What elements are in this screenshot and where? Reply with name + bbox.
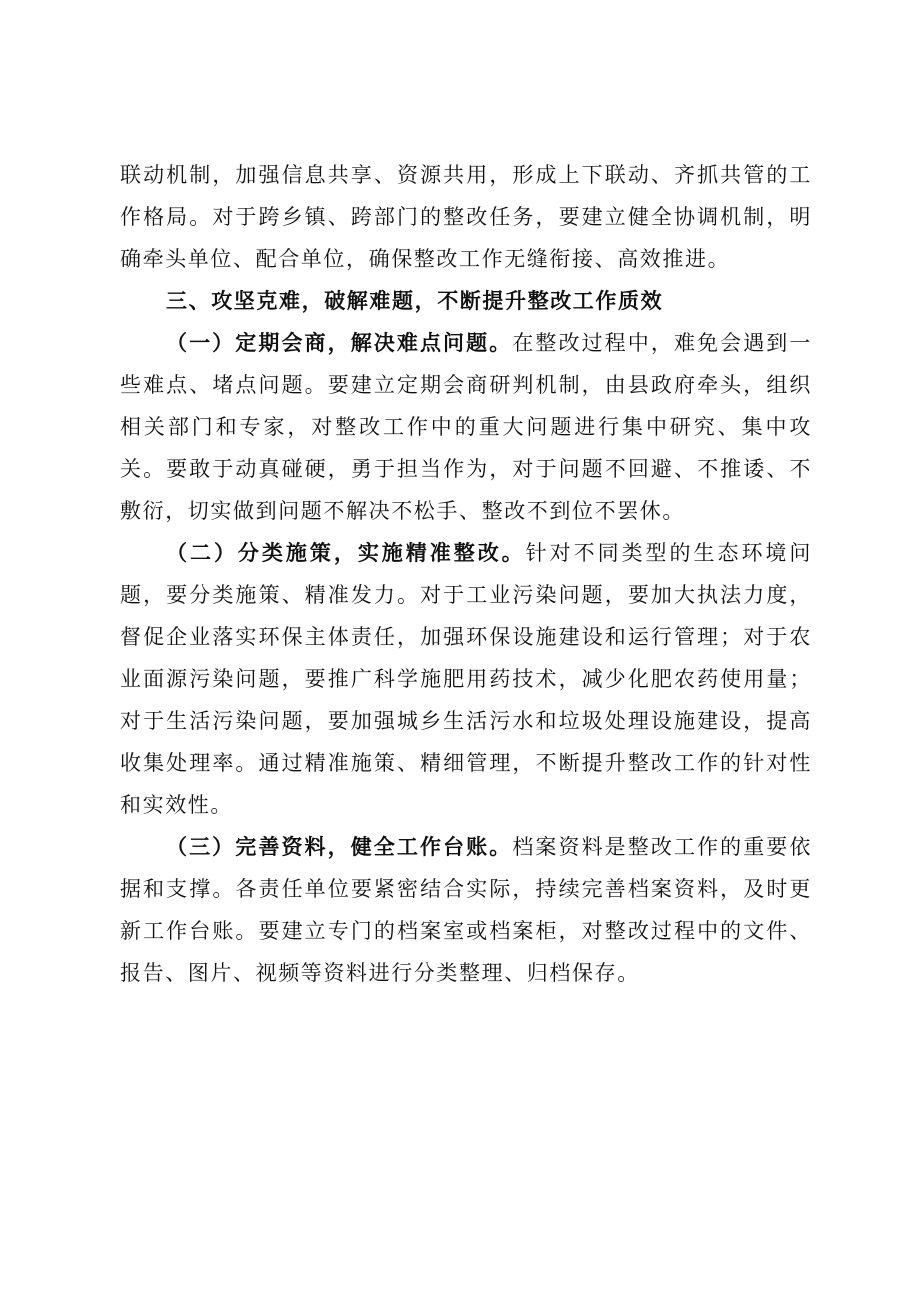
item-body-1: 在整改过程中，难免会遇到一些难点、堵点问题。要建立定期会商研判机制，由县政府牵头，组织相关部门和专家，对整改工作中的重大问题进行集中研究、集中攻关。要敢于动真碰硬，勇于担当作为，对于问题不回避、不推诿、不敷衍，切实做到问题不解决不松手、整改不到位不罢休。 [120,331,812,523]
document-body [120,154,812,994]
item-paragraph-3 [120,826,812,994]
section-heading: 三、攻坚克难，破解难题，不断提升整改工作质效 [166,288,664,313]
item-lead-3: （三）完善资料，健全工作台账。 [166,834,513,859]
item-body-3: 档案资料是整改工作的重要依据和支撑。各责任单位要紧密结合实际，持续完善档案资料，及时更新工作台账。要建立专门的档案室或档案柜，对整改过程中的文件、报告、图片、视频等资料进行分类整理、归档保存。 [120,835,812,985]
item-paragraph-1 [120,322,812,532]
item-body-2: 针对不同类型的生态环境问题，要分类施策、精准发力。对于工业污染问题，要加大执法力度，督促企业落实环保主体责任，加强环保设施建设和运行管理；对于农业面源污染问题，要推广科学施肥用药技术，减少化肥农药使用量；对于生活污染问题，要加强城乡生活污水和垃圾处理设施建设，提高收集处理率。通过精准施策、精细管理，不断提升整改工作的针对性和实效性。 [120,541,812,817]
paragraph-continuation: 联动机制，加强信息共享、资源共用，形成上下联动、齐抓共管的工作格局。对于跨乡镇、跨部门的整改任务，要建立健全协调机制，明确牵头单位、配合单位，确保整改工作无缝衔接、高效推进。 [120,163,812,271]
item-lead-2: （二）分类施策，实施精准整改。 [166,540,526,565]
item-paragraph-2 [120,532,812,826]
item-lead-1: （一）定期会商，解决难点问题。 [166,330,513,355]
